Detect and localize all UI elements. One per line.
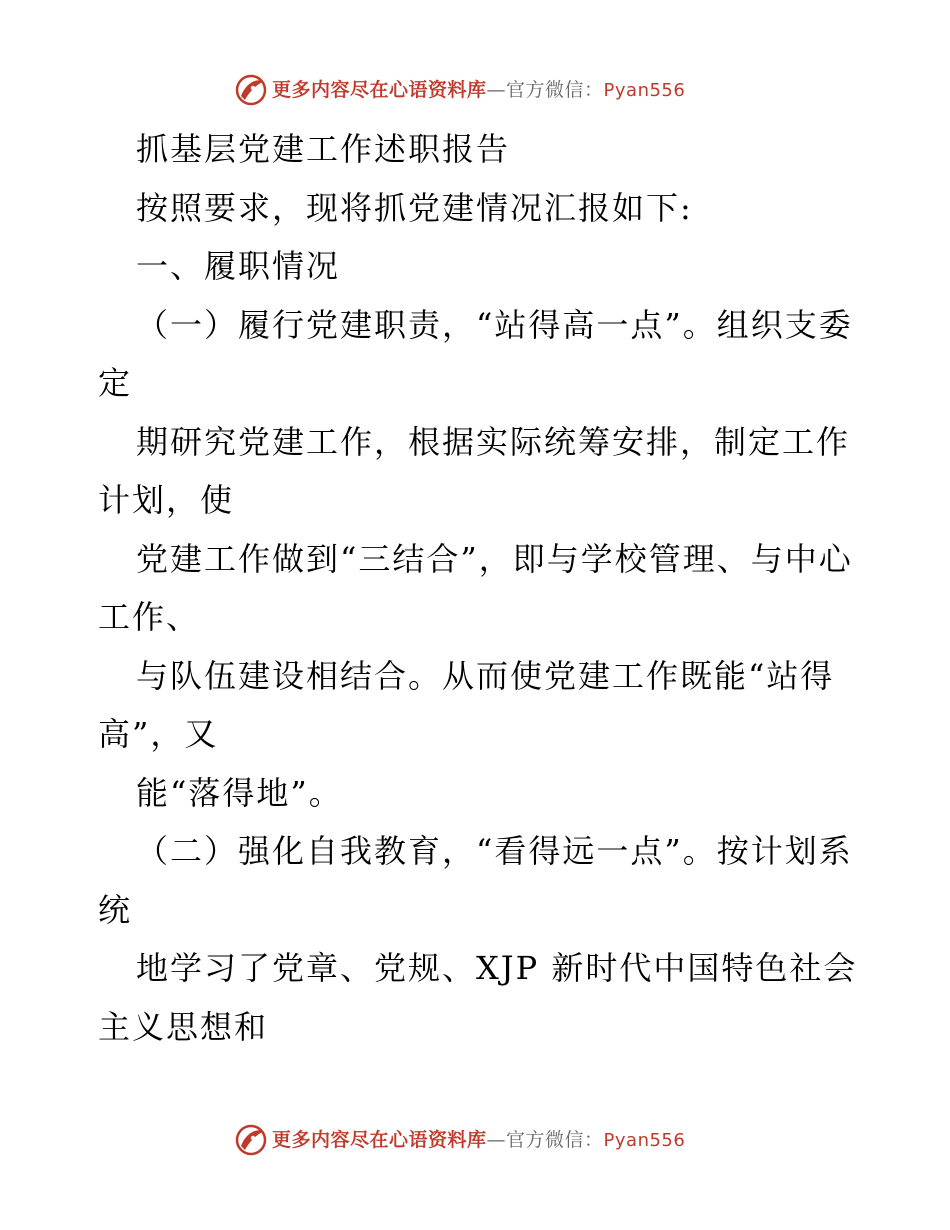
doc-paragraph: 地学习了党章、党规、XJP 新时代中国特色社会主义思想和 xyxy=(98,949,858,1046)
footer-banner xyxy=(0,1120,950,1160)
banner-main-text: 更多内容尽在心语资料库 xyxy=(272,1129,487,1151)
banner-text xyxy=(272,78,685,103)
doc-paragraph: （二）强化自我教育，“看得远一点”。按计划系统 xyxy=(98,832,853,929)
doc-paragraph: 按照要求，现将抓党建情况汇报如下: xyxy=(136,188,693,227)
banner-label: 官方微信： xyxy=(506,79,604,101)
doc-title: 抓基层党建工作述职报告 xyxy=(136,130,511,168)
doc-paragraph: 能“落得地”。 xyxy=(136,773,343,812)
pen-nib-logo-icon xyxy=(233,72,269,108)
banner-wechat-id: Pyan556 xyxy=(603,80,686,101)
banner-wechat-id: Pyan556 xyxy=(603,1130,686,1151)
doc-paragraph: 期研究党建工作，根据实际统筹安排，制定工作计划，使 xyxy=(98,422,851,519)
banner-dash: — xyxy=(486,1129,507,1151)
banner-dash: — xyxy=(486,79,507,101)
header-banner xyxy=(0,70,950,110)
doc-paragraph: （一）履行党建职责，“站得高一点”。组织支委定 xyxy=(98,305,853,402)
banner-label: 官方微信： xyxy=(506,1129,604,1151)
document-body xyxy=(98,120,858,1056)
doc-paragraph: 与队伍建设相结合。从而使党建工作既能“站得高”，又 xyxy=(98,656,835,753)
banner-main-text: 更多内容尽在心语资料库 xyxy=(272,79,487,101)
pen-nib-logo-icon xyxy=(233,1122,269,1158)
doc-paragraph: 党建工作做到“三结合”，即与学校管理、与中心工作、 xyxy=(98,539,853,636)
section-heading: 一、履职情况 xyxy=(136,247,341,285)
banner-text xyxy=(272,1128,685,1153)
